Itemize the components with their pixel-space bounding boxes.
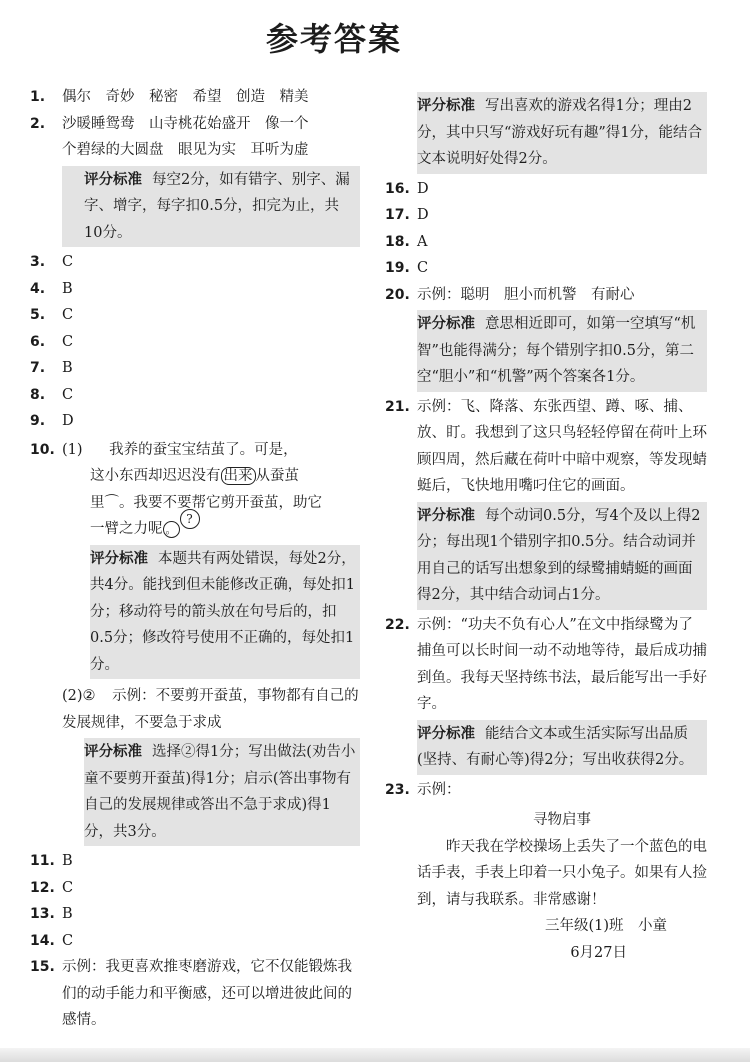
scoring-criteria-q15 bbox=[417, 92, 707, 174]
question-10 bbox=[30, 437, 360, 847]
scoring-text: 写出喜欢的游戏名得1分；理由2分，其中只写“游戏好玩有趣”得1分，能结合文本说明好处得2分。 bbox=[417, 98, 703, 167]
question-14 bbox=[30, 928, 360, 955]
page-bottom-edge bbox=[0, 1048, 750, 1062]
scoring-criteria bbox=[417, 720, 707, 775]
question-11 bbox=[30, 848, 360, 875]
answer-text: 示例：飞、降落、东张西望、蹲、啄、捕、放、盯。我想到了这只鸟轻轻停留在荷叶上环顾四周，然后藏在荷叶中暗中观察，等发现蜻蜓后，飞快地用嘴叼住它的画面。 bbox=[417, 398, 707, 494]
scoring-text: 选择②得1分；写出做法(劝告小童不要剪开蚕茧)得1分；启示(答出事物有自己的发展规律或答出不急于求成)得1分，共3分。 bbox=[84, 744, 356, 840]
answer-choice: C bbox=[62, 307, 74, 323]
answer-choice: D bbox=[417, 207, 429, 223]
answer-text: 示例：聪明 胆小而机警 有耐心 bbox=[417, 286, 635, 303]
question-number: 12. bbox=[30, 879, 55, 896]
answer-line: 个碧绿的大圆盘 眼见为实 耳听为虚 bbox=[62, 142, 309, 158]
proofread-line: 这小东西却迟迟没有 出来 从蚕茧 bbox=[90, 468, 299, 484]
scoring-label: 评分标准 bbox=[417, 98, 475, 114]
proofread-line: 里⌒。我要不要帮它剪开蚕茧，助它 bbox=[90, 494, 322, 511]
question-number: 9. bbox=[30, 413, 46, 429]
proofread-line: 我养的蚕宝宝结茧了。可是， bbox=[109, 441, 298, 458]
question-number: 13. bbox=[30, 906, 55, 922]
question-bubble-icon: ? bbox=[180, 509, 200, 529]
scoring-text: 每空2分，如有错字、别字、漏字、增字，每字扣0.5分，扣完为止，共10分。 bbox=[84, 171, 350, 241]
question-number: 11. bbox=[30, 853, 55, 869]
question-1 bbox=[30, 84, 360, 111]
scoring-criteria bbox=[84, 738, 360, 846]
boxed-word: 出来 bbox=[221, 467, 256, 485]
answer-choice: D bbox=[417, 180, 429, 197]
question-number: 19. bbox=[385, 260, 410, 276]
scoring-label: 评分标准 bbox=[84, 171, 142, 188]
scoring-label: 评分标准 bbox=[90, 550, 148, 567]
sub-question-number: (2)② bbox=[62, 688, 96, 704]
scoring-criteria bbox=[62, 166, 360, 248]
answer-choice: B bbox=[62, 360, 73, 376]
question-number: 22. bbox=[385, 616, 410, 633]
scoring-text: 能结合文本或生活实际写出品质(坚持、有耐心等)得2分；写出收获得2分。 bbox=[417, 725, 694, 768]
scoring-label: 评分标准 bbox=[417, 316, 475, 332]
answer-text: 示例：我更喜欢推枣磨游戏，它不仅能锻炼我们的动手能力和平衡感，还可以增进彼此间的感情。 bbox=[62, 959, 352, 1028]
sub-question-number: (1) bbox=[62, 441, 83, 458]
scoring-criteria bbox=[90, 545, 360, 680]
scoring-text: 意思相近即可，如第一空填写“机智”也能得满分；每个错别字扣0.5分，第二空“胆小”和“机警”两个答案各1分。 bbox=[417, 316, 696, 385]
scoring-text: 每个动词0.5分，写4个及以上得2分；每出现1个错别字扣0.5分。结合动词并用自己的话写出想象到的绿鹭捕蜻蜓的画面得2分，其中结合动词占1分。 bbox=[417, 507, 701, 603]
notice-date: 6月27日 bbox=[570, 944, 627, 961]
question-20 bbox=[385, 282, 707, 392]
answer-choice: C bbox=[62, 254, 74, 270]
question-2 bbox=[30, 111, 360, 248]
question-number: 5. bbox=[30, 307, 46, 323]
question-13 bbox=[30, 901, 360, 928]
answer-choice: B bbox=[62, 280, 73, 297]
question-number: 8. bbox=[30, 386, 46, 403]
question-3 bbox=[30, 249, 360, 276]
question-number: 16. bbox=[385, 180, 410, 197]
scoring-text: 本题共有两处错误，每处2分，共4分。能找到但未能修改正确，每处扣1分；移动符号的箭头放在句号后的，扣0.5分；修改符号使用不正确的，每处扣1分。 bbox=[90, 550, 356, 673]
sub-question-1 bbox=[62, 437, 360, 680]
question-6 bbox=[30, 329, 360, 356]
question-number: 6. bbox=[30, 333, 46, 350]
left-column bbox=[30, 84, 360, 1034]
scoring-label: 评分标准 bbox=[417, 507, 475, 524]
notice-signature: 三年级(1)班 小童 bbox=[544, 918, 667, 934]
question-8 bbox=[30, 382, 360, 409]
answer-choice: B bbox=[62, 906, 73, 922]
question-number: 1. bbox=[30, 89, 46, 105]
scoring-criteria bbox=[417, 502, 707, 610]
question-15 bbox=[30, 954, 360, 1034]
scoring-label: 评分标准 bbox=[417, 725, 475, 742]
answer-text: 偶尔 奇妙 秘密 希望 创造 精美 bbox=[62, 89, 309, 105]
question-17 bbox=[385, 202, 707, 229]
notice-body: 昨天我在学校操场上丢失了一个蓝色的电话手表，手表上印着一只小兔子。如果有人捡到，请与我联系。非常感谢！ bbox=[417, 838, 707, 908]
scoring-label: 评分标准 bbox=[84, 744, 142, 760]
answer-choice: C bbox=[62, 932, 74, 949]
answer-choice: A bbox=[417, 233, 428, 250]
question-12 bbox=[30, 875, 360, 902]
proofread-passage bbox=[62, 463, 360, 543]
period-circle-icon: 。 bbox=[163, 521, 180, 538]
question-22 bbox=[385, 612, 707, 775]
right-column bbox=[385, 92, 707, 966]
question-number: 4. bbox=[30, 280, 46, 297]
question-number: 3. bbox=[30, 254, 46, 270]
sub-question-2 bbox=[62, 683, 360, 846]
scoring-criteria bbox=[417, 310, 707, 392]
page-title: 参考答案 bbox=[265, 20, 402, 58]
answer-choice: B bbox=[62, 853, 73, 869]
answer-choice: D bbox=[62, 413, 74, 429]
answer-choice: C bbox=[62, 879, 74, 896]
proofread-line: 一臂之力呢 。? bbox=[90, 516, 360, 543]
answer-text: 示例：“功夫不负有心人”在文中指绿鹭为了捕鱼可以长时间一动不动地等待，最后成功捕到鱼。我每天坚持练书法，最后能写出一手好字。 bbox=[417, 616, 707, 712]
answer-choice: C bbox=[62, 333, 74, 350]
answer-choice: C bbox=[62, 386, 74, 403]
question-number: 17. bbox=[385, 207, 410, 223]
question-18 bbox=[385, 229, 707, 256]
question-number: 15. bbox=[30, 959, 55, 975]
question-23 bbox=[385, 777, 707, 967]
question-number: 14. bbox=[30, 932, 55, 949]
question-number: 20. bbox=[385, 286, 410, 303]
answer-line: 沙暖睡鸳鸯 山寺桃花始盛开 像一个 bbox=[62, 115, 309, 132]
question-number: 23. bbox=[385, 781, 410, 798]
question-number: 21. bbox=[385, 398, 410, 415]
question-7 bbox=[30, 355, 360, 382]
question-number: 7. bbox=[30, 360, 46, 376]
insert-mark-icon: ⌒ bbox=[104, 494, 119, 511]
question-19 bbox=[385, 255, 707, 282]
answer-choice: C bbox=[417, 260, 429, 276]
notice-title: 寻物启事 bbox=[533, 812, 591, 828]
question-5 bbox=[30, 302, 360, 329]
question-number: 10. bbox=[30, 441, 55, 458]
question-number: 18. bbox=[385, 233, 410, 250]
answer-text: 示例：不要剪开蚕茧，事物都有自己的发展规律，不要急于求成 bbox=[62, 688, 359, 731]
answer-text: 示例： bbox=[417, 781, 461, 798]
question-4 bbox=[30, 276, 360, 303]
question-9 bbox=[30, 408, 360, 435]
question-16 bbox=[385, 176, 707, 203]
question-21 bbox=[385, 394, 707, 610]
question-number: 2. bbox=[30, 115, 46, 132]
